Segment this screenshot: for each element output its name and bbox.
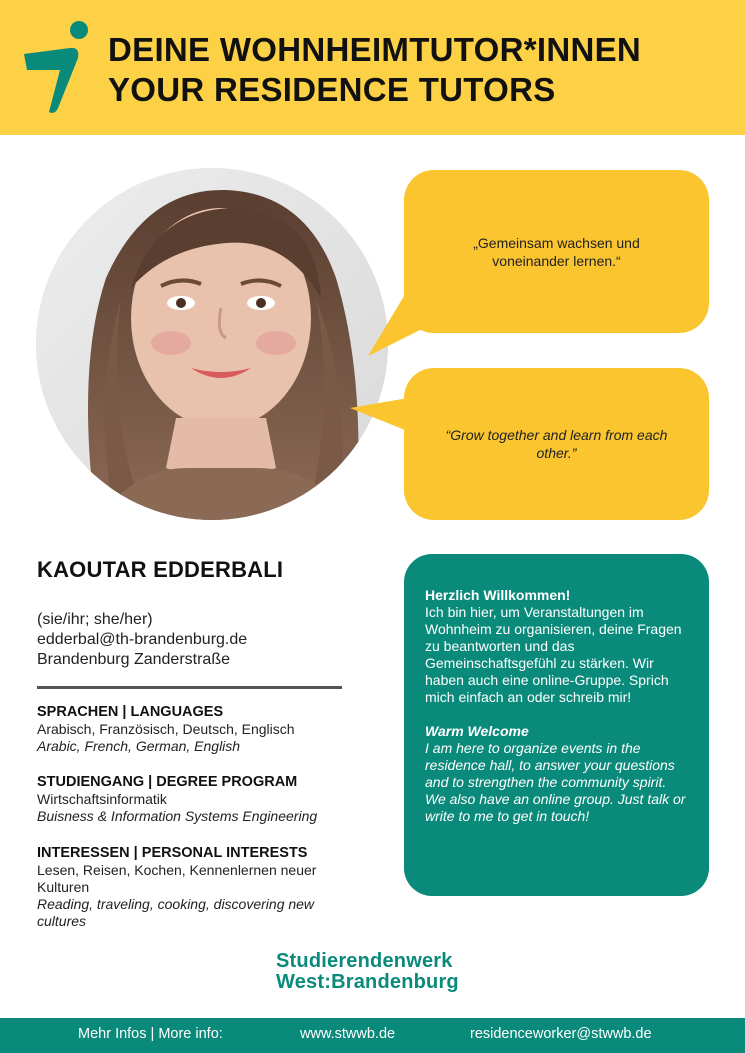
header-banner <box>0 0 745 135</box>
languages-german: Arabisch, Französisch, Deutsch, Englisch <box>37 721 295 737</box>
welcome-text-german: Ich bin hier, um Veranstaltungen im Wohnheim zu organisieren, deine Fragen zu beantworten und das Gemeinschaftsgefühl zu stärken. Wir haben auch eine online-Gruppe. Sprich mich einfach an oder schreib mir! <box>425 604 682 705</box>
location: Brandenburg Zanderstraße <box>37 651 230 668</box>
interests-heading: INTERESSEN | PERSONAL INTERESTS <box>37 845 308 861</box>
languages-english: Arabic, French, German, English <box>37 738 241 754</box>
footer-website-link[interactable]: www.stwwb.de <box>300 1026 396 1042</box>
brand-logo <box>276 951 459 993</box>
email-link[interactable]: edderbal@th-brandenburg.de <box>37 631 248 648</box>
footer-more-info: Mehr Infos | More info: <box>78 1026 223 1042</box>
footer-email-link[interactable]: residenceworker@stwwb.de <box>470 1026 652 1042</box>
portrait-illustration <box>36 168 388 520</box>
degree-section <box>37 774 347 825</box>
languages-heading: SPRACHEN | LANGUAGES <box>37 704 224 720</box>
page-title <box>108 30 641 110</box>
interests-english: Reading, traveling, cooking, discovering new cultures <box>37 896 315 929</box>
degree-heading: STUDIENGANG | DEGREE PROGRAM <box>37 774 298 790</box>
divider <box>37 686 342 689</box>
pronouns: (sie/ihr; she/her) <box>37 611 153 628</box>
profile-photo <box>36 168 388 520</box>
quote-bubble-german <box>404 170 709 333</box>
info-logo-icon <box>22 18 92 118</box>
degree-german: Wirtschaftsinformatik <box>37 791 167 807</box>
brand-line-2: West:Brandenburg <box>276 971 459 993</box>
footer-bar <box>0 1018 745 1053</box>
welcome-heading-english: Warm Welcome <box>425 723 529 739</box>
title-line-english: YOUR RESIDENCE TUTORS <box>108 71 556 108</box>
welcome-heading-german: Herzlich Willkommen! <box>425 587 571 603</box>
tutor-name: KAOUTAR EDDERBALI <box>37 557 284 582</box>
welcome-box <box>404 554 709 896</box>
quote-english: “Grow together and learn from each other.” <box>445 427 668 461</box>
contact-info <box>37 610 247 670</box>
welcome-text-english: I am here to organize events in the residence hall, to answer your questions and to strengthen the community spirit. We also have an online group. Just talk or write to me to get in touch! <box>425 740 686 824</box>
degree-english: Buisness & Information Systems Engineering <box>37 808 318 824</box>
quote-bubble-english <box>404 368 709 520</box>
title-line-german: DEINE WOHNHEIMTUTOR*INNEN <box>108 31 642 68</box>
brand-line-1: Studierendenwerk <box>276 950 453 972</box>
quote-german: „Gemeinsam wachsen und voneinander lernen.“ <box>473 234 640 269</box>
interests-german: Lesen, Reisen, Kochen, Kennenlernen neuer Kulturen <box>37 862 317 895</box>
interests-section <box>37 845 342 930</box>
languages-section <box>37 704 347 755</box>
